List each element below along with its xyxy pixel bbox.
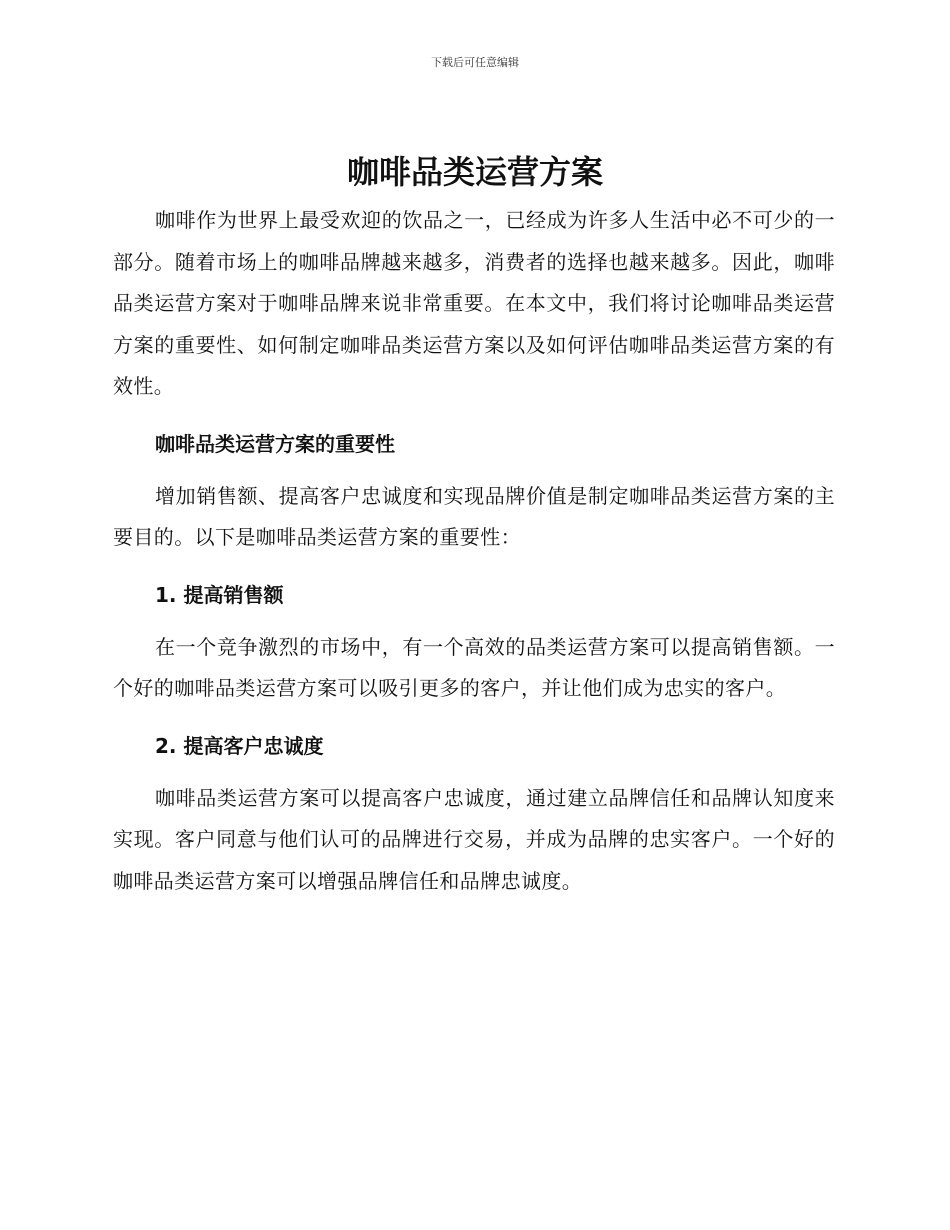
header-note: 下载后可任意编辑 (431, 56, 519, 69)
point1-heading: 1. 提高销售额 (155, 582, 284, 607)
importance-heading: 咖啡品类运营方案的重要性 (155, 431, 395, 456)
point2-paragraph: 咖啡品类运营方案可以提高客户忠诚度，通过建立品牌信任和品牌认知度来实现。客户同意与他们认可的品牌进行交易，并成为品牌的忠实客户。一个好的咖啡品类运营方案可以增强品牌信任和品牌忠诚度。 (113, 785, 835, 893)
document-body (113, 200, 835, 902)
point2-heading: 2. 提高客户忠诚度 (155, 733, 324, 758)
importance-paragraph: 增加销售额、提高客户忠诚度和实现品牌价值是制定咖啡品类运营方案的主要目的。以下是咖啡品类运营方案的重要性： (113, 483, 835, 549)
point1-paragraph: 在一个竞争激烈的市场中，有一个高效的品类运营方案可以提高销售额。一个好的咖啡品类运营方案可以吸引更多的客户，并让他们成为忠实的客户。 (113, 634, 835, 700)
document-title: 咖啡品类运营方案 (346, 153, 603, 191)
intro-paragraph: 咖啡作为世界上最受欢迎的饮品之一，已经成为许多人生活中必不可少的一部分。随着市场上的咖啡品牌越来越多，消费者的选择也越来越多。因此，咖啡品类运营方案对于咖啡品牌来说非常重要。在本文中，我们将讨论咖啡品类运营方案的重要性、如何制定咖啡品类运营方案以及如何评估咖啡品类运营方案的有效性。 (113, 208, 835, 398)
